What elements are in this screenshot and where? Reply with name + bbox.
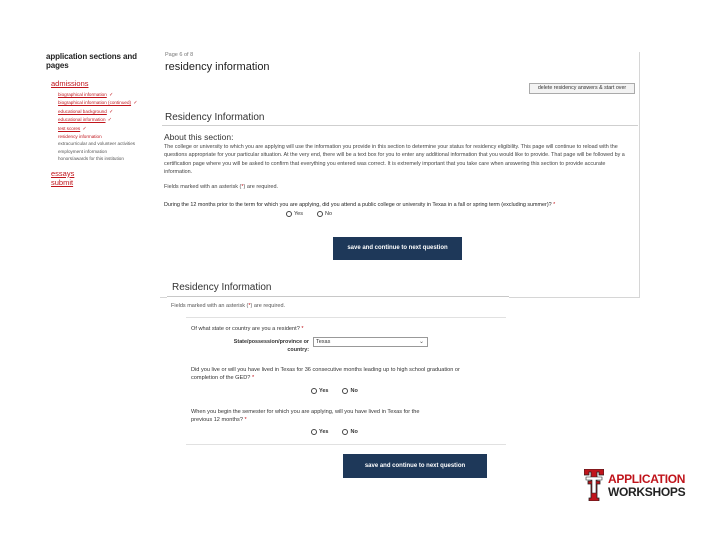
sidebar-item-biographical-continued[interactable] <box>58 99 156 107</box>
no-radio[interactable] <box>342 429 357 435</box>
sidebar-section-admissions[interactable]: admissions <box>51 79 89 88</box>
chevron-down-icon: ⌄ <box>418 339 424 345</box>
sidebar-item-label: test scores <box>58 125 81 131</box>
state-question <box>191 326 491 334</box>
sidebar-nav <box>46 52 156 187</box>
logo-line-1: APPLICATION <box>608 472 686 486</box>
sidebar-item-label: residency information <box>58 134 102 140</box>
sidebar-item-label: educational information <box>58 117 106 123</box>
no-label: No <box>350 429 358 435</box>
sidebar-item-label: honors/awards for this institution <box>58 156 124 162</box>
12-months-question <box>191 409 441 425</box>
sidebar-item-label: biographical information (continued) <box>58 100 132 106</box>
yes-radio[interactable] <box>311 429 328 435</box>
no-label: No <box>324 211 333 217</box>
required-asterisk: * <box>301 326 304 332</box>
main-panel <box>160 52 640 298</box>
checkmark-icon: ✓ <box>107 117 112 124</box>
required-asterisk: * <box>251 374 255 381</box>
radio-circle-icon[interactable] <box>342 429 348 435</box>
delete-answers-button[interactable]: delete residency answers & start over <box>529 83 635 94</box>
checkmark-icon: ✓ <box>109 108 114 115</box>
sidebar-section-essays[interactable]: essays <box>51 168 75 178</box>
sidebar-section-submit[interactable]: submit <box>51 177 74 187</box>
yes-label: Yes <box>294 211 303 217</box>
no-label: No <box>350 388 358 394</box>
page-number: Page 6 of 8 <box>165 52 194 58</box>
yes-no-radio-group <box>311 429 358 435</box>
required-asterisk: * <box>248 303 251 309</box>
yes-radio[interactable] <box>311 388 328 394</box>
save-continue-button[interactable]: save and continue to next question <box>333 237 462 260</box>
sidebar-item-educational-information[interactable] <box>58 116 156 124</box>
double-t-logo-icon <box>584 469 604 501</box>
yes-no-radio-group <box>311 388 358 394</box>
state-select[interactable] <box>313 337 428 347</box>
logo-wordmark <box>608 473 685 499</box>
checkmark-icon: ✓ <box>133 100 138 107</box>
question-text: During the 12 months prior to the term for which you are applying, did you attend a public college or university in Texas in a fall or spring term (excluding summer)? <box>164 202 552 208</box>
yes-radio[interactable] <box>286 211 303 217</box>
radio-circle-icon[interactable] <box>311 429 317 435</box>
radio-circle-icon[interactable] <box>317 211 323 217</box>
sidebar-item-honors[interactable] <box>58 155 156 162</box>
sidebar-item-label: biographical information <box>58 92 107 97</box>
required-note-text: Fields marked with an asterisk ( <box>164 184 242 190</box>
sidebar-item-label: extracurricular and volunteer activities <box>58 141 136 147</box>
required-note-text: ) are required. <box>250 303 286 309</box>
required-note <box>171 303 285 309</box>
required-note <box>164 184 278 190</box>
required-note-text: Fields marked with an asterisk ( <box>171 303 249 309</box>
sidebar-item-label: employment information <box>58 148 108 154</box>
yes-label: Yes <box>319 388 329 394</box>
application-workshops-logo <box>584 469 684 501</box>
question-text: When you begin the semester for which you are applying, will you have lived in Texas for the previous 12 months? <box>191 409 420 423</box>
about-heading: About this section: <box>164 132 234 142</box>
logo-line-2: WORKSHOPS <box>608 485 686 499</box>
sidebar-item-educational-background[interactable] <box>58 108 156 116</box>
state-field-label: State/possession/province or country: <box>233 339 309 353</box>
required-asterisk: * <box>241 184 244 190</box>
checkmark-icon: ✓ <box>109 92 114 98</box>
radio-circle-icon[interactable] <box>342 388 348 394</box>
yes-label: Yes <box>319 429 329 435</box>
radio-circle-icon[interactable] <box>286 211 292 217</box>
no-radio[interactable] <box>342 388 357 394</box>
required-note-text: ) are required. <box>243 184 279 190</box>
save-continue-button[interactable]: save and continue to next question <box>343 454 487 478</box>
about-text: The college or university to which you are applying will use the information you provide in this section to determine your status for residency eligibility. This page will continue to reload with the questions appropriate for your particular situation. At the very end, there will be a text box for you to enter any additional information that you would like to provide. That page will be followed by a certification page where you will be asked to confirm that everything you entered was correct. It is extremely important that you take care when answering this section to provide accurate information. <box>164 144 625 176</box>
sidebar-page-list <box>58 91 156 163</box>
sidebar-item-employment[interactable] <box>58 148 156 155</box>
section-heading: Residency Information <box>162 112 638 126</box>
residency-question <box>164 202 638 208</box>
sidebar-item-label: educational background <box>58 108 107 114</box>
page-title: residency information <box>165 61 270 73</box>
checkmark-icon: ✓ <box>82 125 87 132</box>
yes-no-radio-group <box>286 211 332 217</box>
question-text: Did you live or will you have lived in Texas for 36 consecutive months leading up to high school graduation or completion of the GED? <box>191 367 460 381</box>
residency-followup-panel <box>167 278 509 446</box>
sidebar-item-extracurricular[interactable] <box>58 140 156 147</box>
question-text: Of what state or country are you a resident? <box>191 326 300 332</box>
required-asterisk: * <box>553 202 556 208</box>
radio-circle-icon[interactable] <box>311 388 317 394</box>
section-heading: Residency Information <box>167 278 509 297</box>
sidebar-item-test-scores[interactable] <box>58 125 156 133</box>
sidebar-item-biographical[interactable] <box>58 91 156 99</box>
36-months-question <box>191 367 481 383</box>
no-radio[interactable] <box>317 211 332 217</box>
required-asterisk: * <box>244 416 247 423</box>
state-select-value: Texas <box>316 339 331 345</box>
sidebar-item-residency[interactable] <box>58 133 156 140</box>
sidebar-title: application sections and pages <box>46 52 137 70</box>
